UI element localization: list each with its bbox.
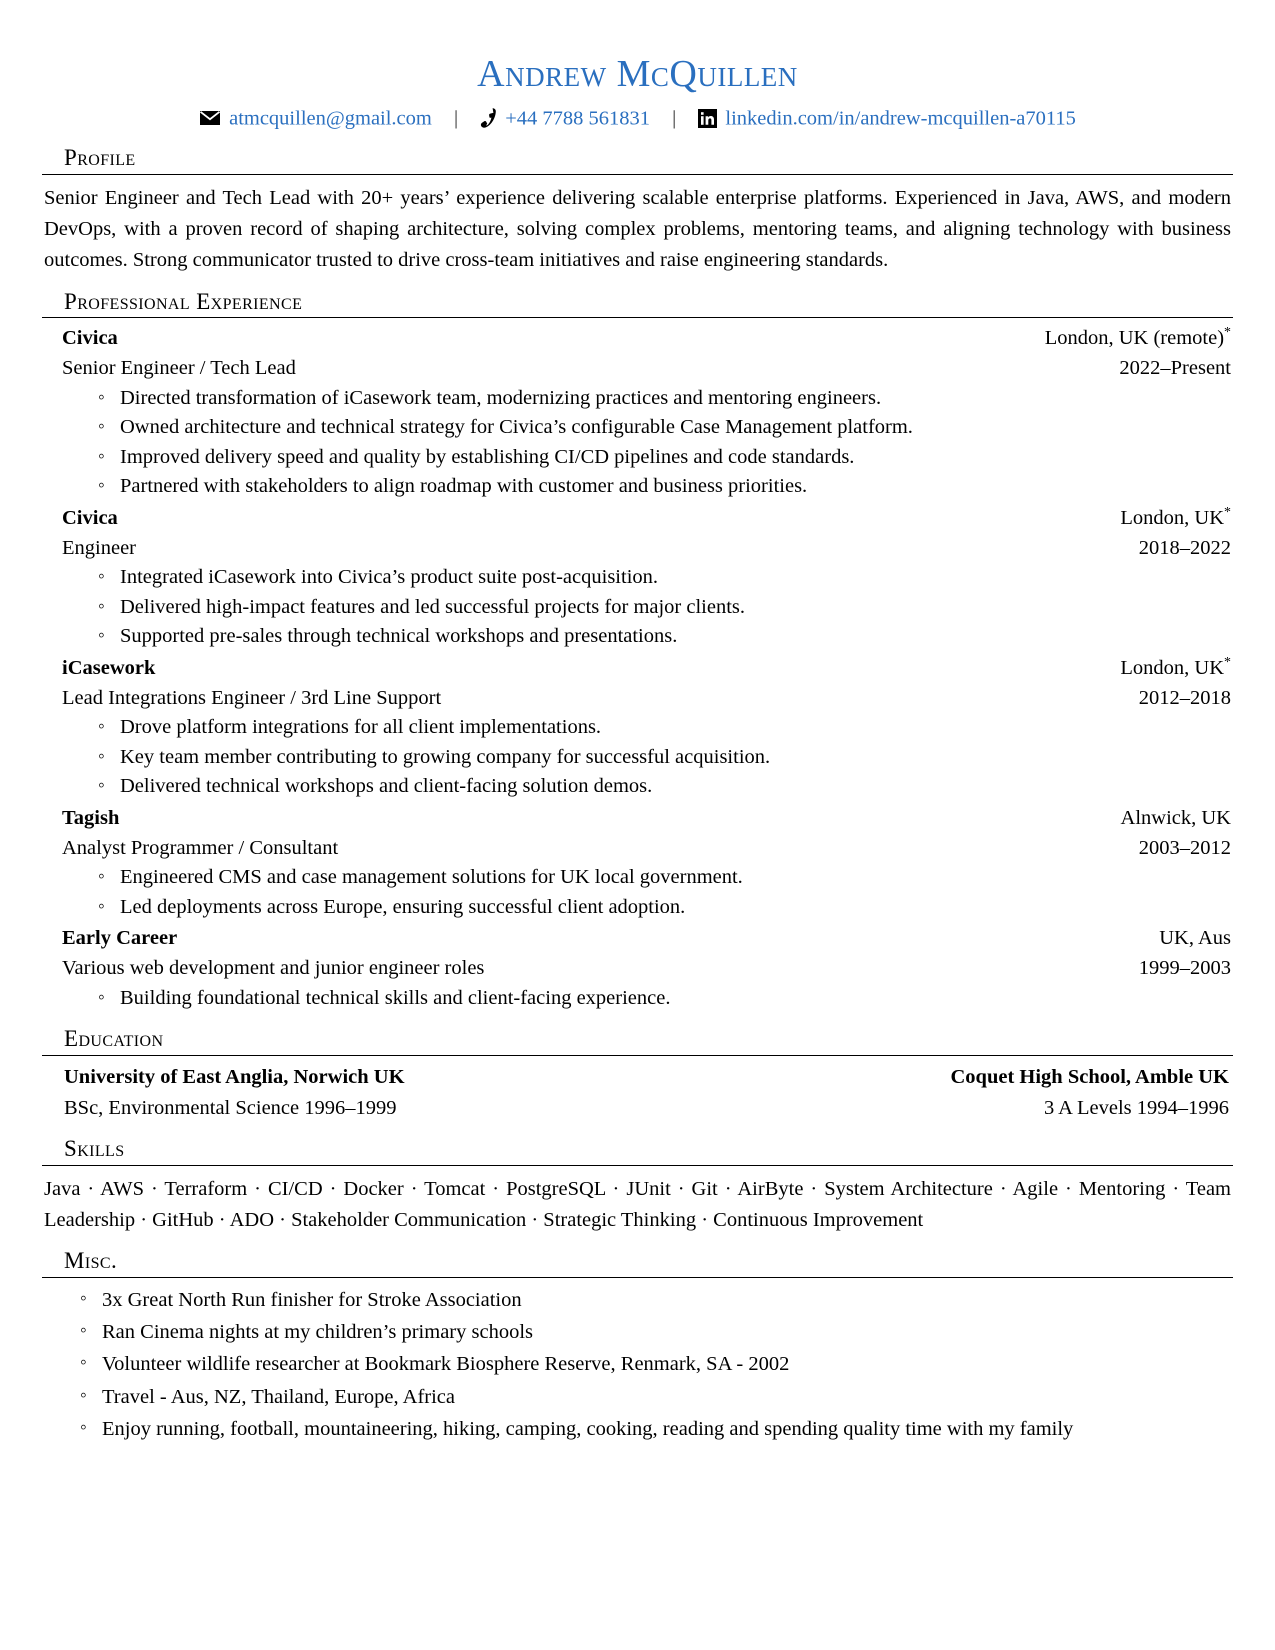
job-organization: Civica xyxy=(62,327,118,350)
section-education xyxy=(42,1026,1233,1123)
list-item: ◦ Led deployments across Europe, ensuring successful client adoption. xyxy=(98,893,1233,923)
list-item: ◦ Drove platform integrations for all client implementations. xyxy=(98,713,1233,743)
list-item: ◦ Directed transformation of iCasework team, modernizing practices and mentoring engineers. xyxy=(98,384,1233,414)
section-profile xyxy=(42,145,1233,276)
experience-entry xyxy=(42,504,1233,652)
footnote-marker: * xyxy=(1224,505,1231,521)
contact-email[interactable] xyxy=(199,106,432,132)
linkedin-text: linkedin.com/in/andrew-mcquillen-a70115 xyxy=(725,107,1076,130)
section-rule-profile xyxy=(42,174,1233,175)
section-experience xyxy=(42,289,1233,1013)
list-item: ◦ 3x Great North Run finisher for Stroke Association xyxy=(80,1284,1233,1316)
section-title-experience: Professional Experience xyxy=(64,289,303,315)
list-item: ◦ Supported pre-sales through technical workshops and presentations. xyxy=(98,622,1233,652)
education-institution-row xyxy=(42,1062,1233,1093)
education-institution: Coquet High School, Amble UK xyxy=(950,1065,1229,1088)
email-text: atmcquillen@gmail.com xyxy=(229,107,432,130)
phone-text: +44 7788 561831 xyxy=(505,107,651,130)
experience-entry xyxy=(42,804,1233,922)
job-dates: 1999–2003 xyxy=(1138,957,1231,980)
job-subheader-row xyxy=(42,534,1233,564)
job-organization: Early Career xyxy=(62,927,178,950)
skills-list: Java · AWS · Terraform · CI/CD · Docker · Tomcat · PostgreSQL · JUnit · Git · AirByte · System Architecture · Agile · Mentoring · Team Leadership · GitHub · ADO · Stakeholder Communication · Strategic Thinking · Continuous Improvement xyxy=(44,1177,1231,1231)
footnote-marker: * xyxy=(1224,325,1231,341)
contact-separator-2: | xyxy=(672,107,677,130)
job-location: London, UK* xyxy=(1120,505,1231,529)
contact-separator-1: | xyxy=(453,107,459,130)
job-role: Senior Engineer / Tech Lead xyxy=(62,357,296,380)
contact-linkedin[interactable] xyxy=(698,106,1076,132)
job-organization: iCasework xyxy=(62,656,156,679)
job-organization: Civica xyxy=(62,506,118,529)
job-header-row xyxy=(42,654,1233,684)
job-subheader-row xyxy=(42,684,1233,714)
job-header-row xyxy=(42,324,1233,354)
experience-entry xyxy=(42,324,1233,502)
phone-icon xyxy=(480,107,497,129)
job-bullets xyxy=(42,984,1233,1014)
profile-text: Senior Engineer and Tech Lead with 20+ years’ experience delivering scalable enterprise platforms. Experienced in Java, AWS, and modern DevOps, with a proven record of shaping architecture, solving complex problems, mentoring teams, and aligning technology with business outcomes. Strong communicator trusted to drive cross-team initiatives and raise engineering standards. xyxy=(44,186,1231,271)
job-role: Analyst Programmer / Consultant xyxy=(62,836,339,859)
education-detail: 3 A Levels 1994–1996 xyxy=(1043,1096,1229,1119)
list-item: ◦ Partnered with stakeholders to align roadmap with customer and business priorities. xyxy=(98,472,1233,502)
contact-line xyxy=(42,106,1233,132)
job-role: Lead Integrations Engineer / 3rd Line Support xyxy=(62,686,442,709)
section-rule-experience xyxy=(42,317,1233,318)
job-subheader-row xyxy=(42,354,1233,384)
job-bullets xyxy=(42,863,1233,922)
job-location: Alnwick, UK xyxy=(1120,806,1231,829)
job-bullets xyxy=(42,713,1233,802)
job-dates: 2018–2022 xyxy=(1138,536,1231,559)
job-dates: 2003–2012 xyxy=(1138,836,1231,859)
job-bullets xyxy=(42,384,1233,502)
job-location: London, UK (remote)* xyxy=(1044,325,1231,350)
list-item: ◦ Ran Cinema nights at my children’s primary schools xyxy=(80,1316,1233,1348)
list-item: ◦ Integrated iCasework into Civica’s product suite post-acquisition. xyxy=(98,563,1233,593)
section-title-education: Education xyxy=(64,1026,164,1052)
job-role: Various web development and junior engineer roles xyxy=(62,957,485,980)
misc-list xyxy=(42,1284,1233,1446)
job-location: UK, Aus xyxy=(1159,927,1231,950)
linkedin-icon xyxy=(698,109,717,128)
footnote-marker: * xyxy=(1224,655,1231,671)
envelope-icon xyxy=(199,110,221,126)
list-item: ◦ Enjoy running, football, mountaineering, hiking, camping, cooking, reading and spending quality time with my family xyxy=(80,1413,1233,1445)
list-item: ◦ Delivered high-impact features and led successful projects for major clients. xyxy=(98,593,1233,623)
job-location: London, UK* xyxy=(1120,655,1231,679)
section-skills xyxy=(42,1136,1233,1235)
education-detail: BSc, Environmental Science 1996–1999 xyxy=(64,1096,397,1119)
job-role: Engineer xyxy=(62,536,136,559)
job-header-row xyxy=(42,804,1233,834)
job-dates: 2022–Present xyxy=(1119,357,1231,380)
job-dates: 2012–2018 xyxy=(1138,686,1231,709)
education-detail-row xyxy=(42,1093,1233,1124)
list-item: ◦ Owned architecture and technical strategy for Civica’s configurable Case Management platform. xyxy=(98,413,1233,443)
job-header-row xyxy=(42,504,1233,534)
list-item: ◦ Delivered technical workshops and client-facing solution demos. xyxy=(98,772,1233,802)
section-title-profile: Profile xyxy=(64,145,136,171)
resume-header xyxy=(42,54,1233,132)
list-item: ◦ Key team member contributing to growing company for successful acquisition. xyxy=(98,743,1233,773)
education-institution: University of East Anglia, Norwich UK xyxy=(64,1065,405,1088)
contact-phone[interactable] xyxy=(480,106,650,132)
job-bullets xyxy=(42,563,1233,652)
section-rule-education xyxy=(42,1055,1233,1056)
job-subheader-row xyxy=(42,834,1233,864)
section-rule-misc xyxy=(42,1277,1233,1278)
section-title-misc: Misc. xyxy=(64,1248,118,1274)
list-item: ◦ Engineered CMS and case management solutions for UK local government. xyxy=(98,863,1233,893)
section-rule-skills xyxy=(42,1165,1233,1166)
section-title-skills: Skills xyxy=(64,1136,125,1162)
job-organization: Tagish xyxy=(62,806,120,829)
list-item: ◦ Volunteer wildlife researcher at Bookmark Biosphere Reserve, Renmark, SA - 2002 xyxy=(80,1348,1233,1380)
section-misc xyxy=(42,1248,1233,1445)
page-title: Andrew McQuillen xyxy=(477,53,798,95)
list-item: ◦ Travel - Aus, NZ, Thailand, Europe, Africa xyxy=(80,1381,1233,1413)
list-item: ◦ Building foundational technical skills and client-facing experience. xyxy=(98,984,1233,1014)
job-header-row xyxy=(42,924,1233,954)
experience-entry xyxy=(42,924,1233,1013)
list-item: ◦ Improved delivery speed and quality by establishing CI/CD pipelines and code standards. xyxy=(98,443,1233,473)
job-subheader-row xyxy=(42,954,1233,984)
experience-entry xyxy=(42,654,1233,802)
